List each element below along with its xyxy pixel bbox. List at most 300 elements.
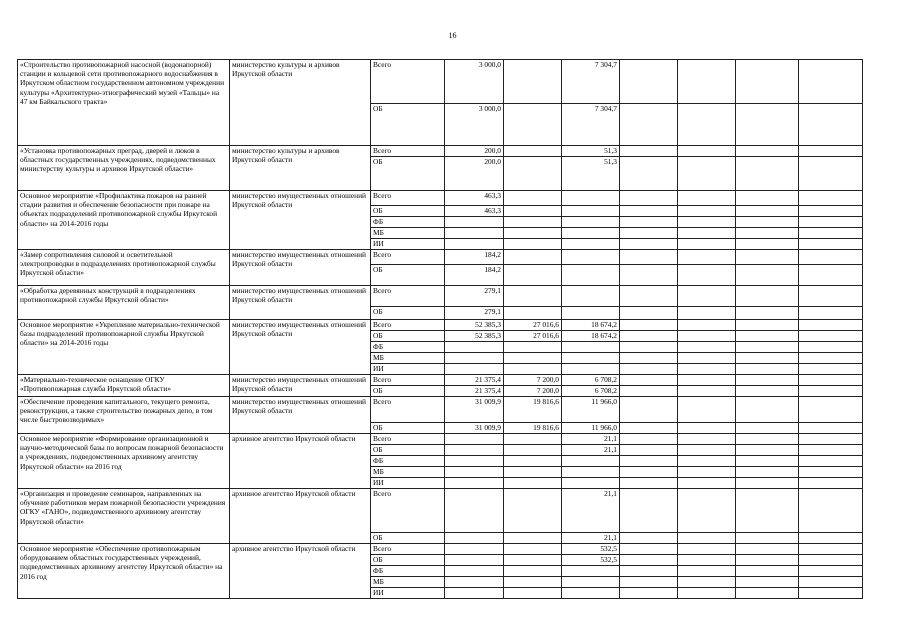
value-cell <box>678 489 736 533</box>
value-cell <box>799 434 863 445</box>
value-cell <box>504 342 562 353</box>
funding-source-cell: Всего <box>371 320 445 331</box>
value-cell <box>799 191 863 206</box>
value-cell <box>678 588 736 599</box>
value-cell <box>678 353 736 364</box>
value-cell: 200,0 <box>445 157 504 191</box>
value-cell <box>620 146 678 157</box>
value-cell <box>445 434 504 445</box>
value-cell: 51,3 <box>562 146 620 157</box>
funding-source-cell: ИИ <box>371 478 445 489</box>
value-cell: 7 200,0 <box>504 386 562 397</box>
measure-name-cell: «Материально-техническое оснащение ОГКУ «Противопожарная служба Иркутской области» <box>18 375 230 397</box>
funding-source-cell: Всего <box>371 191 445 206</box>
value-cell <box>678 375 736 386</box>
value-cell: 463,3 <box>445 191 504 206</box>
value-cell: 21,1 <box>562 489 620 533</box>
value-cell <box>799 588 863 599</box>
value-cell: 18 674,2 <box>562 331 620 342</box>
value-cell <box>620 375 678 386</box>
value-cell <box>445 533 504 544</box>
value-cell <box>620 386 678 397</box>
measure-name-cell: Основное мероприятие «Укрепление материально-технической базы подразделений противопожарной службы Иркутской области» на 2014-2016 годы <box>18 320 230 375</box>
value-cell <box>562 467 620 478</box>
table-row <box>18 250 863 265</box>
value-cell: 184,2 <box>445 250 504 265</box>
value-cell <box>678 157 736 191</box>
value-cell <box>445 588 504 599</box>
value-cell <box>678 286 736 307</box>
value-cell: 19 816,6 <box>504 397 562 423</box>
value-cell: 27 016,6 <box>504 320 562 331</box>
executor-cell: министерство культуры и архивов Иркутской области <box>230 146 371 191</box>
value-cell <box>799 250 863 265</box>
value-cell <box>736 146 799 157</box>
value-cell <box>562 191 620 206</box>
value-cell: 31 009,9 <box>445 423 504 434</box>
value-cell <box>799 467 863 478</box>
value-cell <box>620 320 678 331</box>
funding-source-cell: ОБ <box>371 157 445 191</box>
value-cell <box>736 555 799 566</box>
value-cell <box>504 577 562 588</box>
value-cell <box>620 489 678 533</box>
value-cell <box>736 375 799 386</box>
value-cell: 184,2 <box>445 265 504 286</box>
value-cell <box>562 307 620 320</box>
value-cell <box>504 157 562 191</box>
funding-source-cell: ОБ <box>371 445 445 456</box>
value-cell <box>678 331 736 342</box>
value-cell <box>562 577 620 588</box>
value-cell <box>736 386 799 397</box>
executor-cell: министерство имущественных отношений Иркутской области <box>230 320 371 375</box>
executor-cell: министерство имущественных отношений Иркутской области <box>230 375 371 397</box>
table-row <box>18 146 863 157</box>
value-cell <box>504 239 562 250</box>
value-cell <box>678 239 736 250</box>
value-cell <box>620 456 678 467</box>
table-row <box>18 320 863 331</box>
value-cell <box>736 307 799 320</box>
funding-source-cell: ФБ <box>371 566 445 577</box>
value-cell <box>504 555 562 566</box>
value-cell <box>736 104 799 146</box>
value-cell: 21,1 <box>562 533 620 544</box>
value-cell <box>445 353 504 364</box>
value-cell <box>620 60 678 104</box>
value-cell <box>736 191 799 206</box>
value-cell <box>799 146 863 157</box>
value-cell <box>736 423 799 434</box>
value-cell <box>504 286 562 307</box>
funding-source-cell: ФБ <box>371 217 445 228</box>
value-cell <box>620 555 678 566</box>
value-cell <box>678 478 736 489</box>
value-cell: 18 674,2 <box>562 320 620 331</box>
funding-source-cell: ОБ <box>371 307 445 320</box>
executor-cell: министерство имущественных отношений Иркутской области <box>230 191 371 250</box>
value-cell <box>504 307 562 320</box>
value-cell: 200,0 <box>445 146 504 157</box>
value-cell <box>620 397 678 423</box>
value-cell: 52 385,3 <box>445 331 504 342</box>
value-cell <box>504 104 562 146</box>
value-cell <box>504 544 562 555</box>
table-row <box>18 286 863 307</box>
funding-source-cell: ФБ <box>371 456 445 467</box>
funding-source-cell: МБ <box>371 467 445 478</box>
value-cell: 7 200,0 <box>504 375 562 386</box>
value-cell <box>504 445 562 456</box>
value-cell <box>504 217 562 228</box>
measure-name-cell: «Обеспечение проведения капитального, текущего ремонта, реконструкции, а также строительство пожарных депо, в том числе быстровозводимых» <box>18 397 230 434</box>
value-cell <box>504 588 562 599</box>
value-cell <box>620 206 678 217</box>
value-cell <box>620 228 678 239</box>
measure-name-cell: «Организация и проведение семинаров, направленных на обучение работников мерам пожарной безопасности учреждения ОГКУ «ГАНО», подведомственного архивному агентству Иркутской области» <box>18 489 230 544</box>
value-cell <box>620 467 678 478</box>
value-cell: 11 966,0 <box>562 423 620 434</box>
value-cell <box>678 217 736 228</box>
value-cell <box>504 489 562 533</box>
measure-name-cell: «Обработка деревянных конструкций в подразделениях противопожарной службы Иркутской области» <box>18 286 230 320</box>
value-cell <box>678 397 736 423</box>
value-cell: 52 385,3 <box>445 320 504 331</box>
funding-source-cell: ИИ <box>371 239 445 250</box>
value-cell <box>562 588 620 599</box>
value-cell <box>620 217 678 228</box>
value-cell <box>799 445 863 456</box>
value-cell <box>799 307 863 320</box>
value-cell <box>562 353 620 364</box>
value-cell <box>445 342 504 353</box>
measure-name-cell: «Строительство противопожарной насосной (водонапорной) станции и кольцевой сети противопожарного водоснабжения в Иркутском областном государственном автономном учреждении культуры «Архитектурно-этнографический музей «Тальцы» на 47 км Байкальского тракта» <box>18 60 230 146</box>
table-row <box>18 489 863 533</box>
value-cell <box>678 434 736 445</box>
value-cell <box>504 478 562 489</box>
value-cell <box>620 239 678 250</box>
value-cell <box>736 566 799 577</box>
value-cell <box>620 577 678 588</box>
value-cell <box>620 544 678 555</box>
table-row <box>18 375 863 386</box>
value-cell <box>736 478 799 489</box>
value-cell <box>799 342 863 353</box>
value-cell <box>736 60 799 104</box>
value-cell <box>736 364 799 375</box>
value-cell <box>445 489 504 533</box>
value-cell <box>799 456 863 467</box>
value-cell: 21,1 <box>562 445 620 456</box>
value-cell <box>678 206 736 217</box>
funding-source-cell: МБ <box>371 577 445 588</box>
value-cell <box>504 146 562 157</box>
value-cell <box>620 533 678 544</box>
value-cell <box>445 364 504 375</box>
executor-cell: архивное агентство Иркутской области <box>230 544 371 599</box>
value-cell <box>799 533 863 544</box>
value-cell <box>445 566 504 577</box>
value-cell <box>799 320 863 331</box>
value-cell <box>562 217 620 228</box>
value-cell <box>562 250 620 265</box>
value-cell <box>678 544 736 555</box>
value-cell <box>445 544 504 555</box>
executor-cell: министерство культуры и архивов Иркутской области <box>230 60 371 146</box>
value-cell <box>620 307 678 320</box>
funding-source-cell: Всего <box>371 544 445 555</box>
value-cell <box>799 397 863 423</box>
value-cell <box>799 577 863 588</box>
funding-source-cell: ФБ <box>371 342 445 353</box>
value-cell <box>799 364 863 375</box>
value-cell <box>736 331 799 342</box>
value-cell <box>736 533 799 544</box>
value-cell <box>678 104 736 146</box>
value-cell <box>678 364 736 375</box>
measure-name-cell: Основное мероприятие «Формирование организационной и научно-методической базы по вопросам пожарной безопасности в учреждениях, подведомственных архивному агентству Иркутской области» на 2016 год <box>18 434 230 489</box>
value-cell <box>562 286 620 307</box>
value-cell <box>620 157 678 191</box>
value-cell <box>678 250 736 265</box>
value-cell <box>620 104 678 146</box>
value-cell <box>504 228 562 239</box>
value-cell <box>445 445 504 456</box>
value-cell <box>799 555 863 566</box>
value-cell <box>504 566 562 577</box>
funding-source-cell: ОБ <box>371 533 445 544</box>
value-cell <box>504 60 562 104</box>
value-cell <box>562 265 620 286</box>
value-cell <box>504 206 562 217</box>
budget-table <box>17 59 863 599</box>
executor-cell: архивное агентство Иркутской области <box>230 489 371 544</box>
value-cell: 21 375,4 <box>445 375 504 386</box>
value-cell <box>562 228 620 239</box>
value-cell <box>504 250 562 265</box>
value-cell <box>562 206 620 217</box>
value-cell <box>736 228 799 239</box>
value-cell <box>678 60 736 104</box>
value-cell <box>736 434 799 445</box>
value-cell <box>445 555 504 566</box>
value-cell <box>736 286 799 307</box>
value-cell <box>678 456 736 467</box>
value-cell <box>620 434 678 445</box>
funding-source-cell: Всего <box>371 250 445 265</box>
funding-source-cell: Всего <box>371 286 445 307</box>
value-cell <box>799 544 863 555</box>
value-cell <box>678 228 736 239</box>
funding-source-cell: Всего <box>371 489 445 533</box>
value-cell <box>736 489 799 533</box>
value-cell <box>736 544 799 555</box>
value-cell: 279,1 <box>445 286 504 307</box>
value-cell: 21 375,4 <box>445 386 504 397</box>
table-row <box>18 191 863 206</box>
value-cell: 463,3 <box>445 206 504 217</box>
value-cell: 6 708,2 <box>562 386 620 397</box>
value-cell <box>736 397 799 423</box>
value-cell <box>620 566 678 577</box>
value-cell <box>736 467 799 478</box>
executor-cell: министерство имущественных отношений Иркутской области <box>230 397 371 434</box>
value-cell <box>736 577 799 588</box>
value-cell <box>799 104 863 146</box>
table-row <box>18 434 863 445</box>
executor-cell: министерство имущественных отношений Иркутской области <box>230 250 371 286</box>
value-cell <box>504 191 562 206</box>
value-cell <box>445 217 504 228</box>
value-cell <box>620 265 678 286</box>
value-cell <box>736 217 799 228</box>
funding-source-cell: Всего <box>371 146 445 157</box>
value-cell: 27 016,6 <box>504 331 562 342</box>
value-cell <box>620 423 678 434</box>
value-cell <box>678 191 736 206</box>
value-cell <box>799 386 863 397</box>
value-cell <box>736 250 799 265</box>
value-cell <box>504 456 562 467</box>
value-cell <box>799 331 863 342</box>
value-cell: 532,5 <box>562 544 620 555</box>
funding-source-cell: ОБ <box>371 386 445 397</box>
funding-source-cell: ОБ <box>371 331 445 342</box>
value-cell <box>799 157 863 191</box>
value-cell <box>736 239 799 250</box>
funding-source-cell: Всего <box>371 397 445 423</box>
value-cell <box>445 478 504 489</box>
value-cell <box>799 60 863 104</box>
value-cell <box>799 478 863 489</box>
value-cell <box>562 456 620 467</box>
value-cell <box>504 353 562 364</box>
value-cell <box>620 478 678 489</box>
value-cell <box>620 331 678 342</box>
measure-name-cell: Основное мероприятие «Обеспечение противопожарным оборудованием областных государственных учреждений, подведомственных архивному агентству Иркутской области» на 2016 год <box>18 544 230 599</box>
table-row <box>18 544 863 555</box>
value-cell <box>504 364 562 375</box>
value-cell <box>678 342 736 353</box>
value-cell <box>620 250 678 265</box>
table-row <box>18 397 863 423</box>
funding-source-cell: ОБ <box>371 555 445 566</box>
value-cell <box>445 456 504 467</box>
value-cell <box>504 434 562 445</box>
value-cell: 532,5 <box>562 555 620 566</box>
value-cell <box>799 206 863 217</box>
funding-source-cell: Всего <box>371 375 445 386</box>
value-cell: 7 304,7 <box>562 60 620 104</box>
value-cell <box>678 555 736 566</box>
value-cell <box>445 239 504 250</box>
value-cell <box>799 423 863 434</box>
value-cell <box>736 342 799 353</box>
value-cell <box>562 478 620 489</box>
value-cell <box>678 146 736 157</box>
value-cell: 19 816,6 <box>504 423 562 434</box>
value-cell <box>620 353 678 364</box>
value-cell: 21,1 <box>562 434 620 445</box>
funding-source-cell: МБ <box>371 228 445 239</box>
value-cell <box>562 566 620 577</box>
value-cell <box>736 320 799 331</box>
value-cell <box>562 342 620 353</box>
value-cell <box>620 588 678 599</box>
value-cell <box>620 191 678 206</box>
value-cell <box>678 307 736 320</box>
value-cell: 31 009,9 <box>445 397 504 423</box>
value-cell: 51,3 <box>562 157 620 191</box>
value-cell <box>445 467 504 478</box>
value-cell <box>736 206 799 217</box>
value-cell <box>799 228 863 239</box>
value-cell <box>620 286 678 307</box>
measure-name-cell: Основное мероприятие «Профилактика пожаров на ранней стадии развития и обеспечение безопасности при пожаре на объектах подразделений противопожарной службы Иркутской области» на 2014-2016 годы <box>18 191 230 250</box>
value-cell <box>678 423 736 434</box>
value-cell <box>678 445 736 456</box>
value-cell <box>562 239 620 250</box>
value-cell <box>736 445 799 456</box>
value-cell <box>562 364 620 375</box>
value-cell <box>678 386 736 397</box>
value-cell <box>799 375 863 386</box>
measure-name-cell: «Замер сопротивления силовой и осветительной электропроводки в подразделениях противопожарной службы Иркутской области» <box>18 250 230 286</box>
value-cell <box>504 533 562 544</box>
value-cell <box>678 566 736 577</box>
value-cell <box>620 364 678 375</box>
value-cell <box>799 353 863 364</box>
funding-source-cell: ИИ <box>371 364 445 375</box>
value-cell: 7 304,7 <box>562 104 620 146</box>
value-cell <box>736 157 799 191</box>
value-cell <box>736 353 799 364</box>
value-cell <box>678 533 736 544</box>
value-cell <box>678 467 736 478</box>
funding-source-cell: Всего <box>371 434 445 445</box>
value-cell <box>799 286 863 307</box>
value-cell: 3 000,0 <box>445 60 504 104</box>
value-cell <box>445 577 504 588</box>
value-cell <box>504 467 562 478</box>
value-cell <box>736 456 799 467</box>
funding-source-cell: ОБ <box>371 206 445 217</box>
value-cell <box>678 320 736 331</box>
value-cell <box>678 265 736 286</box>
value-cell: 11 966,0 <box>562 397 620 423</box>
funding-source-cell: ИИ <box>371 588 445 599</box>
funding-source-cell: ОБ <box>371 104 445 146</box>
value-cell <box>445 228 504 239</box>
value-cell <box>799 217 863 228</box>
funding-source-cell: Всего <box>371 60 445 104</box>
value-cell: 279,1 <box>445 307 504 320</box>
value-cell <box>799 265 863 286</box>
table-row <box>18 60 863 104</box>
value-cell <box>736 265 799 286</box>
funding-source-cell: ОБ <box>371 265 445 286</box>
value-cell: 3 000,0 <box>445 104 504 146</box>
page-number: 16 <box>448 31 457 40</box>
executor-cell: архивное агентство Иркутской области <box>230 434 371 489</box>
value-cell <box>799 566 863 577</box>
value-cell <box>620 342 678 353</box>
measure-name-cell: «Установка противопожарных преград, дверей и люков в областных государственных учреждениях, подведомственных министерству культуры и архивов Иркутской области» <box>18 146 230 191</box>
value-cell <box>799 239 863 250</box>
value-cell <box>678 577 736 588</box>
value-cell: 6 708,2 <box>562 375 620 386</box>
